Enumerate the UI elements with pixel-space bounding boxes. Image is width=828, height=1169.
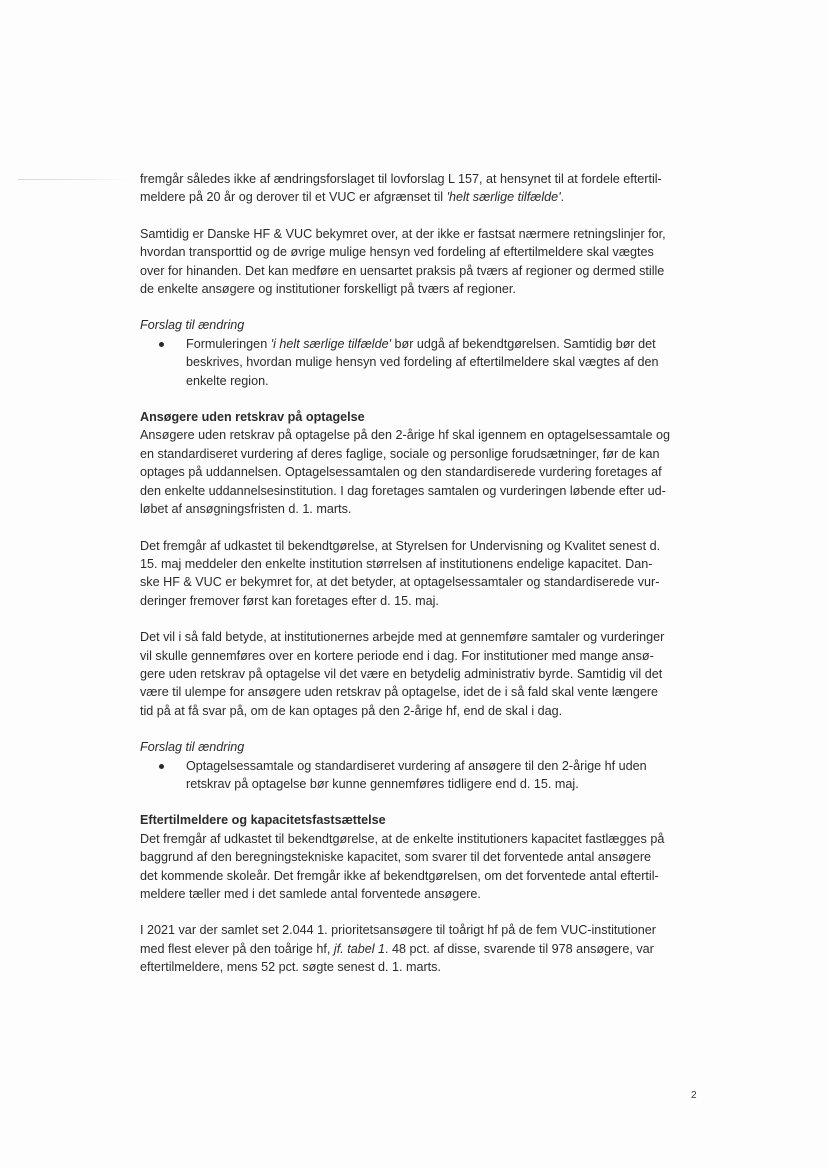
- paragraph-continuation: [140, 170, 705, 207]
- paragraph-capacity-date: [140, 537, 705, 611]
- paragraph-consequences: [140, 628, 705, 720]
- text-line: Samtidig er Danske HF & VUC bekymret over, at der ikke er fastsat nærmere retningslinjer for,: [140, 226, 666, 241]
- text-line: meldere på 20 år og derover til et VUC er afgrænset til 'helt særlige tilfælde'.: [140, 190, 565, 205]
- text-line: tid på at få svar på, om de kan optages på den 2-årige hf, end de skal i dag.: [140, 703, 563, 718]
- text-line: det kommende skoleår. Det fremgår ikke af bekendtgørelsen, om det forventede antal eftertil-: [140, 868, 659, 883]
- section-heading: Eftertilmeldere og kapacitetsfastsættelse: [140, 813, 386, 828]
- page-number: 2: [691, 1090, 697, 1101]
- quoted-term: 'i helt særlige tilfælde': [270, 336, 392, 351]
- text-line: med flest elever på den toårige hf, jf. tabel 1. 48 pct. af disse, svarende til 978 ansøgere, var: [140, 941, 654, 956]
- text-line: vil skulle gennemføres over en kortere periode end i dag. For institutioner med mange ansø-: [140, 648, 654, 663]
- text-line: fremgår således ikke af ændringsforslaget til lovforslag L 157, at hensynet til at fordele eftertil-: [140, 172, 662, 186]
- text-line: Det fremgår af udkastet til bekendtgørelse, at Styrelsen for Undervisning og Kvalitet senest d.: [140, 538, 661, 553]
- text-line: ske HF & VUC er bekymret for, at det betyder, at optagelsessamtaler og standardiserede vur-: [140, 575, 660, 590]
- text-line: retskrav på optagelse bør kunne gennemføres tidligere end d. 15. maj.: [186, 776, 579, 791]
- text-line: I 2021 var der samlet set 2.044 1. prioritetsansøgere til toårigt hf på de fem VUC-institutioner: [140, 923, 656, 938]
- table-reference: jf. tabel 1: [333, 941, 386, 956]
- proposal-heading: Forslag til ændring: [140, 318, 245, 333]
- text-line: løbet af ansøgningsfristen d. 1. marts.: [140, 502, 352, 517]
- proposal-bullet: [140, 757, 705, 794]
- section-late-applicants-capacity: [140, 811, 705, 903]
- text-line: meldere tæller med i det samlede antal forventede ansøgere.: [140, 887, 481, 901]
- scan-artifact-line: [18, 179, 128, 180]
- text-line: over for hinanden. Det kan medføre en uensartet praksis på tværs af regioner og dermed stille: [140, 263, 665, 278]
- proposal-bullet: [140, 335, 705, 390]
- text-line: Optagelsessamtale og standardiseret vurdering af ansøgere til den 2-årige hf uden: [186, 758, 647, 773]
- text-line: eftertilmeldere, mens 52 pct. søgte senest d. 1. marts.: [140, 960, 441, 975]
- text-line: baggrund af den beregningstekniske kapacitet, som svarer til det forventede antal ansøgere: [140, 850, 652, 865]
- text-line: deringer fremover først kan foretages efter d. 15. maj.: [140, 593, 439, 608]
- document-body: [140, 170, 705, 995]
- text-line: gere uden retskrav på optagelse vil det være en betydelig administrativ byrde. Samtidig vil det: [140, 666, 663, 681]
- section-applicants-without-right: [140, 408, 705, 518]
- paragraph-concern-guidelines: [140, 225, 705, 299]
- text-line: Ansøgere uden retskrav på optagelse på den 2-årige hf skal igennem en optagelsessamtale og: [140, 428, 670, 443]
- text-line: enkelte region.: [186, 373, 269, 388]
- text-line: Formuleringen 'i helt særlige tilfælde' bør udgå af bekendtgørelsen. Samtidig bør det: [186, 336, 656, 351]
- section-heading: Ansøgere uden retskrav på optagelse: [140, 410, 365, 425]
- text-line: beskrives, hvordan mulige hensyn ved fordeling af eftertilmeldere skal vægtes af den: [186, 355, 659, 370]
- text-line: de enkelte ansøgere og institutioner forskelligt på tværs af regioner.: [140, 282, 516, 297]
- bullet-dot-icon: [159, 342, 164, 347]
- text-line: en standardiseret vurdering af deres faglige, sociale og personlige forudsætninger, før de kan: [140, 446, 660, 461]
- proposal-heading: Forslag til ændring: [140, 740, 245, 755]
- text-line: den enkelte uddannelsesinstitution. I dag foretages samtalen og vurderingen løbende efter ud-: [140, 483, 666, 498]
- bullet-dot-icon: [159, 764, 164, 769]
- text-line: hvordan transporttid og de øvrige mulige hensyn ved fordeling af eftertilmeldere skal vægtes: [140, 245, 654, 260]
- paragraph-2021-figures: [140, 921, 705, 976]
- text-line: 15. maj meddeler den enkelte institution størrelsen af institutionens endelige kapacitet. Dan-: [140, 556, 653, 571]
- text-line: være til ulempe for ansøgere uden retskrav på optagelse, idet de i så fald skal vente længere: [140, 685, 659, 700]
- text-line: Det vil i så fald betyde, at institutionernes arbejde med at gennemføre samtaler og vurderinger: [140, 630, 665, 645]
- text-line: Det fremgår af udkastet til bekendtgørelse, at de enkelte institutioners kapacitet fastlægges på: [140, 831, 665, 846]
- text-line: optages på uddannelsen. Optagelsessamtalen og den standardiserede vurdering foretages af: [140, 465, 662, 480]
- quoted-term: 'helt særlige tilfælde': [446, 190, 561, 205]
